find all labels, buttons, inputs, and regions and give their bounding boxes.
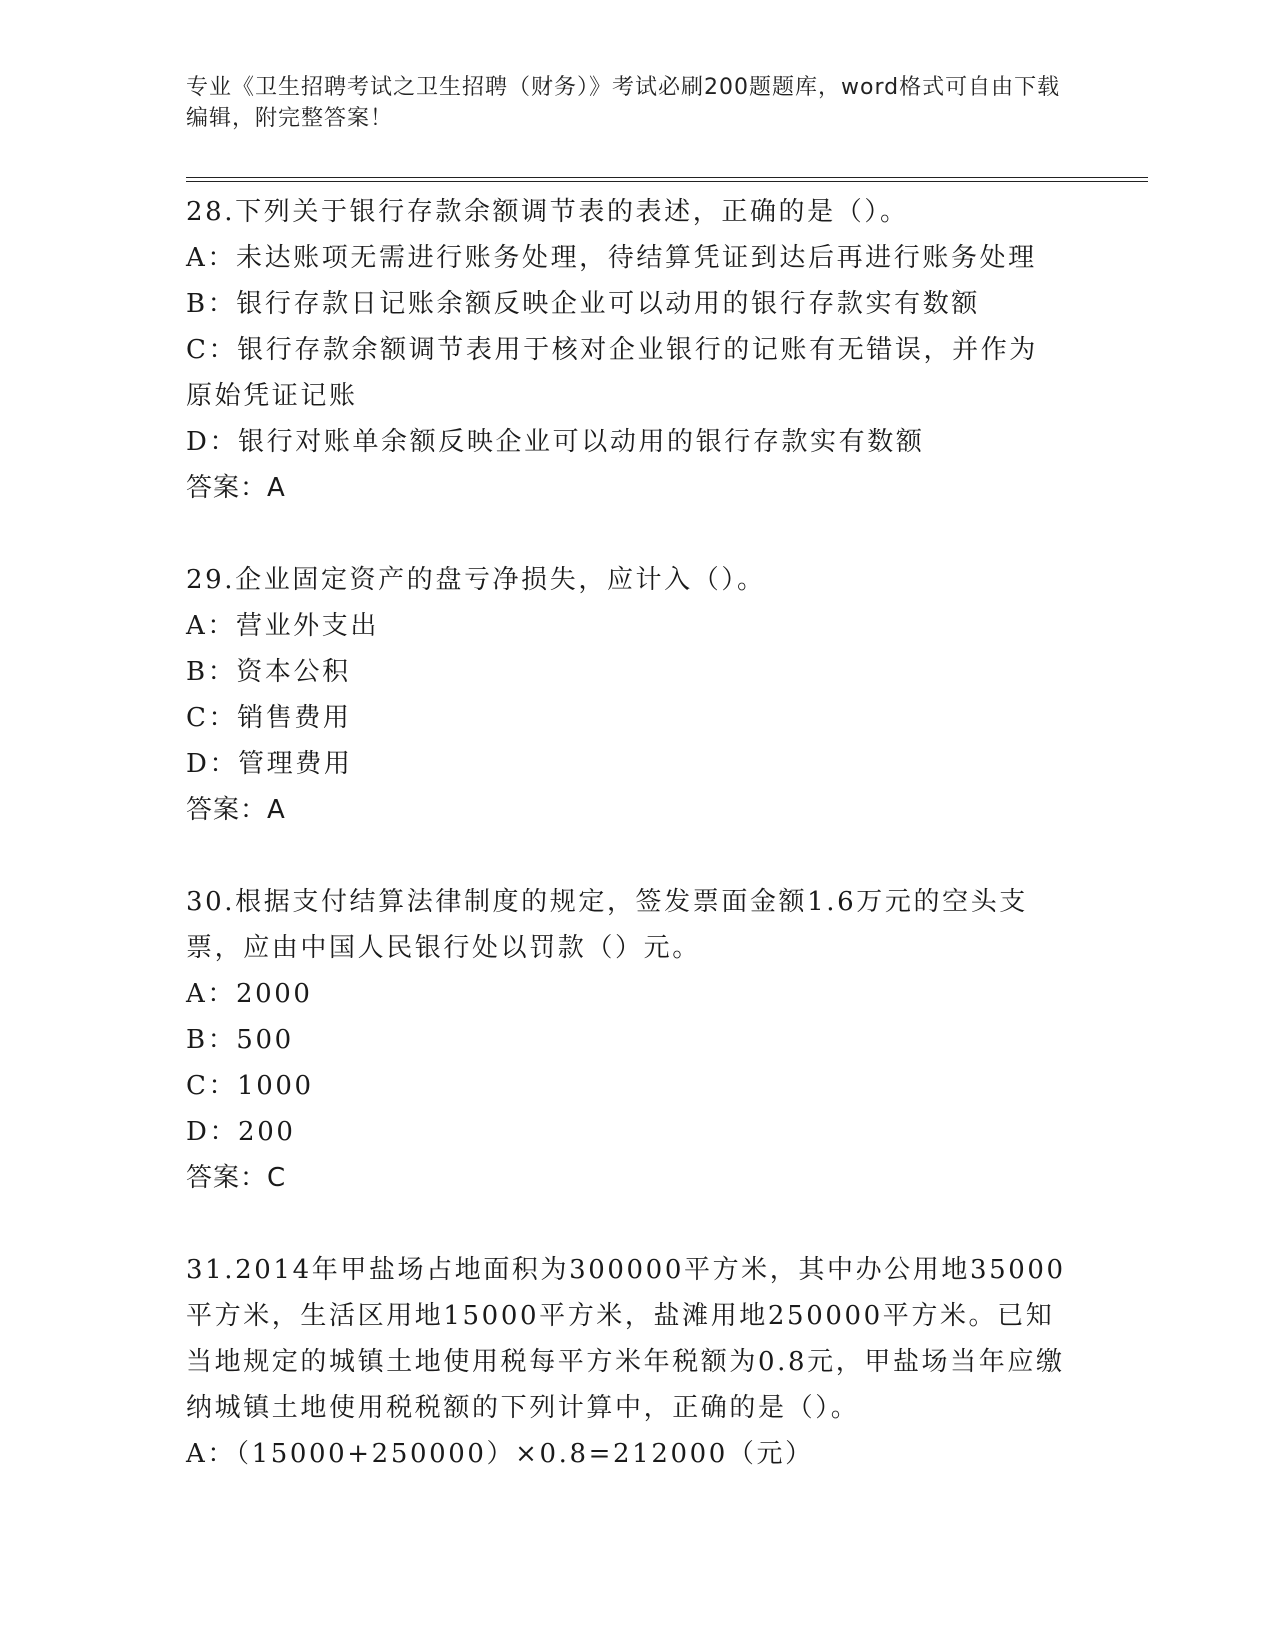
- option-c: C：1000: [186, 1071, 314, 1101]
- question-29: [186, 557, 1066, 833]
- option-b: B：银行存款日记账余额反映企业可以动用的银行存款实有数额: [186, 289, 980, 319]
- option-c: C：销售费用: [186, 703, 352, 733]
- question-stem: 31.2014年甲盐场占地面积为300000平方米，其中办公用地35000平方米，生活区用地15000平方米，盐滩用地250000平方米。已知当地规定的城镇土地使用税每平方米年税额为0.8元，甲盐场当年应缴纳城镇土地使用税税额的下列计算中，正确的是（）。: [186, 1255, 1066, 1423]
- option-c: C：银行存款余额调节表用于核对企业银行的记账有无错误，并作为原始凭证记账: [186, 335, 1038, 411]
- document-header: [186, 72, 1066, 134]
- option-d: D：200: [186, 1117, 296, 1147]
- question-28: [186, 189, 1066, 511]
- option-b: B：500: [186, 1025, 294, 1055]
- header-text: 专业《卫生招聘考试之卫生招聘（财务）》考试必刷200题题库，word格式可自由下载编辑，附完整答案！: [186, 75, 1061, 131]
- question-stem: 28.下列关于银行存款余额调节表的表述，正确的是（）。: [186, 197, 909, 227]
- option-a: A：2000: [186, 979, 313, 1009]
- option-b: B：资本公积: [186, 657, 351, 687]
- option-d: D：银行对账单余额反映企业可以动用的银行存款实有数额: [186, 427, 925, 457]
- question-31: [186, 1247, 1066, 1477]
- option-a: A：（15000+250000）×0.8=212000（元）: [186, 1439, 814, 1469]
- question-stem: 29.企业固定资产的盘亏净损失，应计入（）。: [186, 565, 766, 595]
- header-divider-bottom: [186, 181, 1148, 182]
- question-stem: 30.根据支付结算法律制度的规定，签发票面金额1.6万元的空头支票，应由中国人民银行处以罚款（）元。: [186, 887, 1028, 963]
- header-divider-top: [186, 177, 1148, 178]
- answer: 答案：A: [186, 795, 286, 825]
- answer: 答案：A: [186, 473, 286, 503]
- question-30: [186, 879, 1066, 1201]
- option-a: A：营业外支出: [186, 611, 379, 641]
- option-a: A：未达账项无需进行账务处理，待结算凭证到达后再进行账务处理: [186, 243, 1037, 273]
- answer: 答案：C: [186, 1163, 287, 1193]
- question-list: [186, 189, 1066, 1523]
- option-d: D：管理费用: [186, 749, 353, 779]
